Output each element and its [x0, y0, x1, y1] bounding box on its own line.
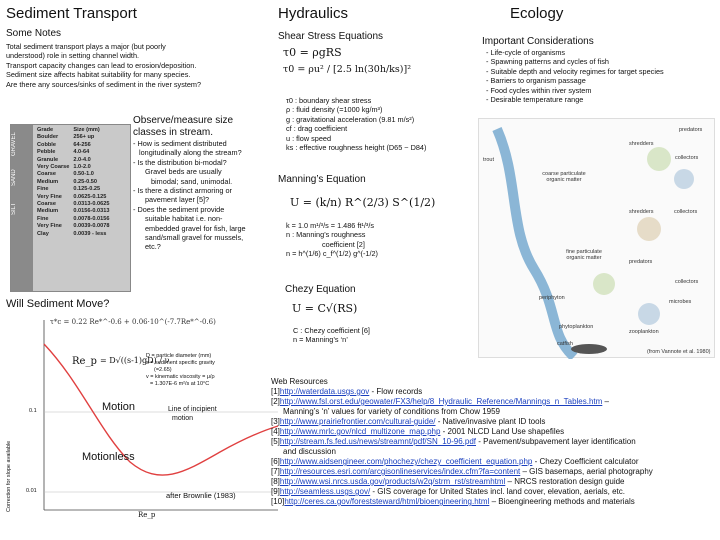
- definition-line: (=2.65): [154, 367, 172, 373]
- diagram-label: (from Vannote et al. 1980): [647, 349, 711, 355]
- resource-item: [271, 417, 716, 427]
- organism-icon: [637, 217, 661, 241]
- citation-brownlie: after Brownlie (1983): [166, 491, 236, 500]
- size-cell: 0.0078-0.0156: [73, 215, 110, 222]
- header-size: Size (mm): [73, 127, 100, 133]
- resource-link[interactable]: http://www.prairiefrontier.com/cultural-guide/: [279, 417, 436, 426]
- shields-plot-svg: [20, 312, 280, 537]
- diagram-label: trout: [483, 157, 495, 163]
- diagram-label: phytoplankton: [559, 324, 594, 330]
- hydraulics-title: Hydraulics: [278, 5, 349, 22]
- grade-cell: Pebble: [37, 149, 56, 156]
- size-cell: 0.0039 - less: [73, 230, 107, 237]
- catfish-icon: [571, 344, 607, 354]
- tick-label: 0.01: [26, 488, 37, 494]
- manning-equation: U = (k/n) R^(2/3) S^(1/2): [290, 196, 436, 209]
- size-cell: 4.0-64: [73, 149, 90, 156]
- shear-stress-heading: Shear Stress Equations: [278, 31, 384, 42]
- definition-line: n : Manning’s roughness: [286, 230, 366, 240]
- some-notes-heading: Some Notes: [6, 28, 62, 39]
- diagram-label: coarse particulate organic matter: [542, 171, 586, 183]
- diagram-label: collectors: [675, 155, 699, 161]
- resource-desc: - 2001 NLCD Land Use shapefiles: [440, 427, 565, 436]
- band-gravel: GRAVEL: [11, 132, 17, 156]
- resource-link[interactable]: http://waterdata.usgs.gov: [279, 387, 370, 396]
- list-item: - Suitable depth and velocity regimes for target species: [486, 66, 664, 76]
- definition-line: C : Chezy coefficient [6]: [293, 326, 370, 335]
- definition-line: n = h^(1/6) c_f^(1/2) g^(-1/2): [286, 249, 378, 259]
- resource-item: [271, 387, 716, 397]
- considerations-list: [486, 48, 716, 104]
- manning-heading: Manning’s Equation: [278, 174, 366, 185]
- note-line: Are there any sources/sinks of sediment in the river system?: [6, 79, 202, 89]
- diagram-label: catfish: [557, 341, 573, 347]
- grade-cell: Coarse: [37, 201, 56, 208]
- definition-line: ρ : fluid density (=1000 kg/m³): [286, 105, 383, 115]
- ecology-title: Ecology: [510, 5, 564, 22]
- diagram-label: periphyton: [539, 295, 565, 301]
- diagram-label: zooplankton: [629, 329, 659, 335]
- resource-link[interactable]: http://stream.fs.fed.us/news/streamnt/pdf/SN_10-96.pdf: [279, 437, 477, 446]
- grade-cell: Clay: [37, 230, 49, 237]
- organism-icon: [674, 169, 694, 189]
- web-resources: [271, 377, 716, 507]
- size-table: [35, 127, 111, 238]
- incipient-line: Line of incipient: [168, 406, 217, 413]
- table-row: [35, 149, 111, 156]
- resource-item: [271, 457, 716, 467]
- motionless-label: Motionless: [82, 451, 135, 463]
- list-item: - Barriers to organism passage: [486, 76, 586, 86]
- resource-desc: – NRCS restoration design guide: [505, 477, 625, 486]
- resource-desc: - Chezy Coefficient calculator: [532, 457, 639, 466]
- observe-bullet-line: longitudinally along the stream?: [139, 148, 242, 158]
- size-cell: 2.0-4.0: [73, 156, 91, 163]
- definition-line: cf : drag coefficient: [286, 124, 348, 134]
- resource-item: [271, 437, 716, 447]
- resource-item: [271, 477, 716, 487]
- resource-desc: - Flow records: [369, 387, 423, 396]
- table-row: [35, 157, 111, 164]
- resource-item: [271, 427, 716, 437]
- resource-number: [7]: [271, 467, 280, 476]
- organism-icon: [647, 147, 671, 171]
- resource-item: [271, 487, 716, 497]
- grade-cell: Fine: [37, 215, 49, 222]
- resource-number: [8]: [271, 477, 280, 486]
- incipient-label: [168, 406, 248, 423]
- observe-section: [133, 115, 278, 252]
- resource-number: [1]: [271, 387, 280, 396]
- river-path: [497, 129, 574, 357]
- table-row: [35, 142, 111, 149]
- chezy-heading: Chezy Equation: [285, 284, 356, 295]
- observe-bullet-line: sand/small gravel for mussels,: [145, 233, 244, 243]
- note-line: Total sediment transport plays a major (but poorly: [6, 42, 166, 51]
- will-sediment-move-heading: Will Sediment Move?: [6, 298, 110, 310]
- resource-desc: – Bioengineering methods and materials: [489, 497, 635, 506]
- diagram-label: fine particulate organic matter: [566, 249, 602, 261]
- shear-definitions: [286, 96, 476, 152]
- tick-label: 0.1: [29, 408, 37, 414]
- shear-equation-1: τ0 = ρgRS: [283, 46, 342, 59]
- size-class-bands: [11, 125, 33, 291]
- organism-icon: [638, 303, 660, 325]
- table-row: [35, 201, 111, 208]
- resource-item: [271, 397, 716, 407]
- observe-bullet-line: - Is the distribution bi-modal?: [133, 157, 227, 167]
- resource-number: [10]: [271, 497, 285, 506]
- size-cell: 0.0039-0.0078: [73, 223, 110, 230]
- definition-line: τ0 : boundary shear stress: [286, 96, 372, 105]
- grade-cell: Very Fine: [37, 223, 62, 230]
- resource-number: [3]: [271, 417, 280, 426]
- observe-bullet-line: bimodal; sand, unimodal.: [151, 176, 233, 186]
- list-item: - Life-cycle of organisms: [486, 48, 566, 57]
- table-header: [35, 127, 111, 134]
- diagram-label: microbes: [669, 299, 692, 305]
- shear-equation-2: τ0 = ρu² / [2.5 ln(30h/ks)]²: [283, 64, 412, 75]
- grade-cell: Coarse: [37, 171, 56, 178]
- grade-cell: Cobble: [37, 141, 56, 148]
- resource-desc: –: [602, 397, 609, 406]
- resource-link[interactable]: http://seamless.usgs.gov/: [279, 487, 371, 496]
- rep-symbol: Re_p: [72, 356, 97, 367]
- diagram-label: shredders: [629, 141, 654, 147]
- size-cell: 0.125-0.25: [73, 186, 101, 193]
- table-row: [35, 231, 111, 238]
- band-silt: SILT: [11, 202, 17, 216]
- river-continuum-diagram: [478, 118, 715, 358]
- organism-icon: [593, 273, 615, 295]
- chezy-definitions: [293, 326, 473, 345]
- table-row: [35, 208, 111, 215]
- resource-desc: - Native/invasive plant ID tools: [435, 417, 546, 426]
- observe-bullet-line: Gravel beds are usually: [145, 167, 222, 177]
- grade-cell: Medium: [37, 178, 59, 185]
- definition-line: g : gravitational acceleration (9.81 m/s²): [286, 114, 415, 124]
- resource-link[interactable]: http://www.mrlc.gov/nlcd_multizone_map.php: [279, 427, 441, 436]
- observe-bullet-line: suitable habitat i.e. non-: [145, 214, 223, 224]
- grade-cell: Very Fine: [37, 193, 62, 200]
- definition-line: n = Manning’s ‘n’: [293, 335, 348, 345]
- table-row: [35, 171, 111, 178]
- sediment-size-table: [10, 124, 131, 292]
- table-row: [35, 179, 111, 186]
- observe-title-line: classes in stream.: [133, 127, 214, 138]
- motion-label: Motion: [102, 401, 136, 413]
- list-item: - Food cycles within river system: [486, 85, 592, 95]
- resource-number: [9]: [271, 487, 280, 496]
- resource-link[interactable]: http://ceres.ca.gov/foreststeward/html/bioengineering.html: [284, 497, 490, 506]
- size-cell: 0.0625-0.125: [73, 193, 107, 200]
- definition-line: D = particle diameter (mm): [146, 353, 212, 359]
- diagram-label: predators: [679, 127, 703, 133]
- observe-bullet-line: - How is sediment distributed: [133, 139, 227, 148]
- grade-cell: Fine: [37, 186, 49, 193]
- resource-item: [271, 467, 716, 477]
- resource-number: [4]: [271, 427, 280, 436]
- note-line: understood) role in setting channel width.: [6, 51, 140, 61]
- size-cell: 64-256: [73, 141, 91, 148]
- definition-line: = 1.307E-6 m²/s at 10°C: [150, 381, 210, 387]
- observe-bullet-line: embedded gravel for fish, large: [145, 223, 246, 233]
- resource-desc: – GIS basemaps, aerial photography: [520, 467, 653, 476]
- definition-line: v = kinematic viscosity = μ/ρ: [146, 374, 215, 380]
- list-item: - Desirable temperature range: [486, 95, 584, 105]
- definition-line: u : flow speed: [286, 133, 332, 143]
- resource-desc: - Pavement/subpavement layer identification: [476, 437, 636, 446]
- important-considerations-heading: Important Considerations: [482, 36, 594, 47]
- rep-definitions: [146, 353, 256, 388]
- diagram-label: shredders: [629, 209, 654, 215]
- header-grade: Grade: [37, 127, 54, 133]
- y-axis-label: Correction for slope available: [6, 440, 12, 512]
- diagram-label: collectors: [674, 209, 698, 215]
- definition-line: ks : effective roughness height (D65 ~ D84): [286, 143, 427, 153]
- table-row: [35, 186, 111, 193]
- size-cell: 0.25-0.50: [73, 178, 97, 185]
- note-line: Sediment size affects habitat suitability for many species.: [6, 70, 191, 80]
- table-row: [35, 223, 111, 230]
- x-axis-label: Re_p: [138, 511, 156, 519]
- resource-link[interactable]: http://www.wsi.nrcs.usda.gov/products/w2q/strm_rst/streamhtml: [279, 477, 506, 486]
- resource-link[interactable]: http://www.aidsengineer.com/phochezy/chezy_coefficient_equation.php: [279, 457, 533, 466]
- resource-link[interactable]: http://www.fsl.orst.edu/geowater/FX3/help/8_Hydraulic_Reference/Mannings_n_Tables.htm: [279, 397, 603, 406]
- size-cell: 0.50-1.0: [73, 171, 94, 178]
- observe-bullet-line: etc.?: [145, 242, 161, 252]
- observe-title-line: Observe/measure size: [133, 115, 234, 126]
- observe-bullet-line: - Does the sediment provide: [133, 204, 225, 214]
- definition-line: k = 1.0 m¹/³/s = 1.486 ft¹/³/s: [286, 221, 374, 230]
- web-resources-heading: Web Resources: [271, 377, 328, 386]
- grade-cell: Very Coarse: [37, 164, 70, 171]
- y-axis-label-wrap: [6, 332, 16, 512]
- resource-number: [5]: [271, 437, 280, 446]
- size-cell: 0.0156-0.0313: [73, 208, 110, 215]
- diagram-label: predators: [629, 259, 653, 265]
- resource-desc-cont: and discussion: [283, 447, 336, 456]
- grade-cell: Boulder: [37, 134, 59, 141]
- resource-desc: - GIS coverage for United States incl. land cover, elevation, aerials, etc.: [370, 487, 625, 496]
- manning-definitions: [286, 221, 476, 259]
- shields-equation: τ*c = 0.22 Re*^-0.6 + 0.06·10^(-7.7Re*^-0.6): [50, 318, 216, 326]
- size-cell: 1.0-2.0: [73, 164, 91, 171]
- shields-diagram: [6, 312, 280, 537]
- rep-equation: = D√((s-1)gD) / ν: [100, 356, 170, 365]
- chezy-equation: U = C√(RS): [292, 302, 358, 315]
- resource-number: [6]: [271, 457, 280, 466]
- list-item: - Spawning patterns and cycles of fish: [486, 57, 609, 67]
- observe-bullet-line: - Is there a distinct armoring or: [133, 186, 232, 196]
- incipient-line: motion: [172, 414, 194, 422]
- observe-bullet-line: pavement layer [5]?: [145, 195, 210, 205]
- grade-cell: Granule: [37, 156, 59, 163]
- definition-line: coefficient [2]: [322, 239, 365, 249]
- resource-link[interactable]: http://resources.esri.com/arcgisonlineservices/index.cfm?fa=content: [279, 467, 521, 476]
- size-cell: 256+ up: [73, 134, 95, 141]
- table-row: [35, 216, 111, 223]
- table-row: [35, 164, 111, 171]
- resource-desc-cont: Manning’s ‘n’ values for variety of conditions from Chow 1959: [283, 407, 500, 416]
- band-sand: SAND: [11, 169, 17, 187]
- definition-line: s = sediment specific gravity: [146, 360, 215, 366]
- grade-cell: Medium: [37, 208, 59, 215]
- resource-number: [2]: [271, 397, 280, 406]
- note-line: Transport capacity changes can lead to erosion/deposition.: [6, 60, 197, 70]
- sediment-notes: [6, 42, 276, 89]
- table-row: [35, 194, 111, 201]
- size-cell: 0.0313-0.0625: [73, 201, 110, 208]
- sediment-title: Sediment Transport: [6, 5, 137, 22]
- diagram-label: collectors: [675, 279, 699, 285]
- resource-item: [271, 497, 716, 507]
- table-row: [35, 134, 111, 141]
